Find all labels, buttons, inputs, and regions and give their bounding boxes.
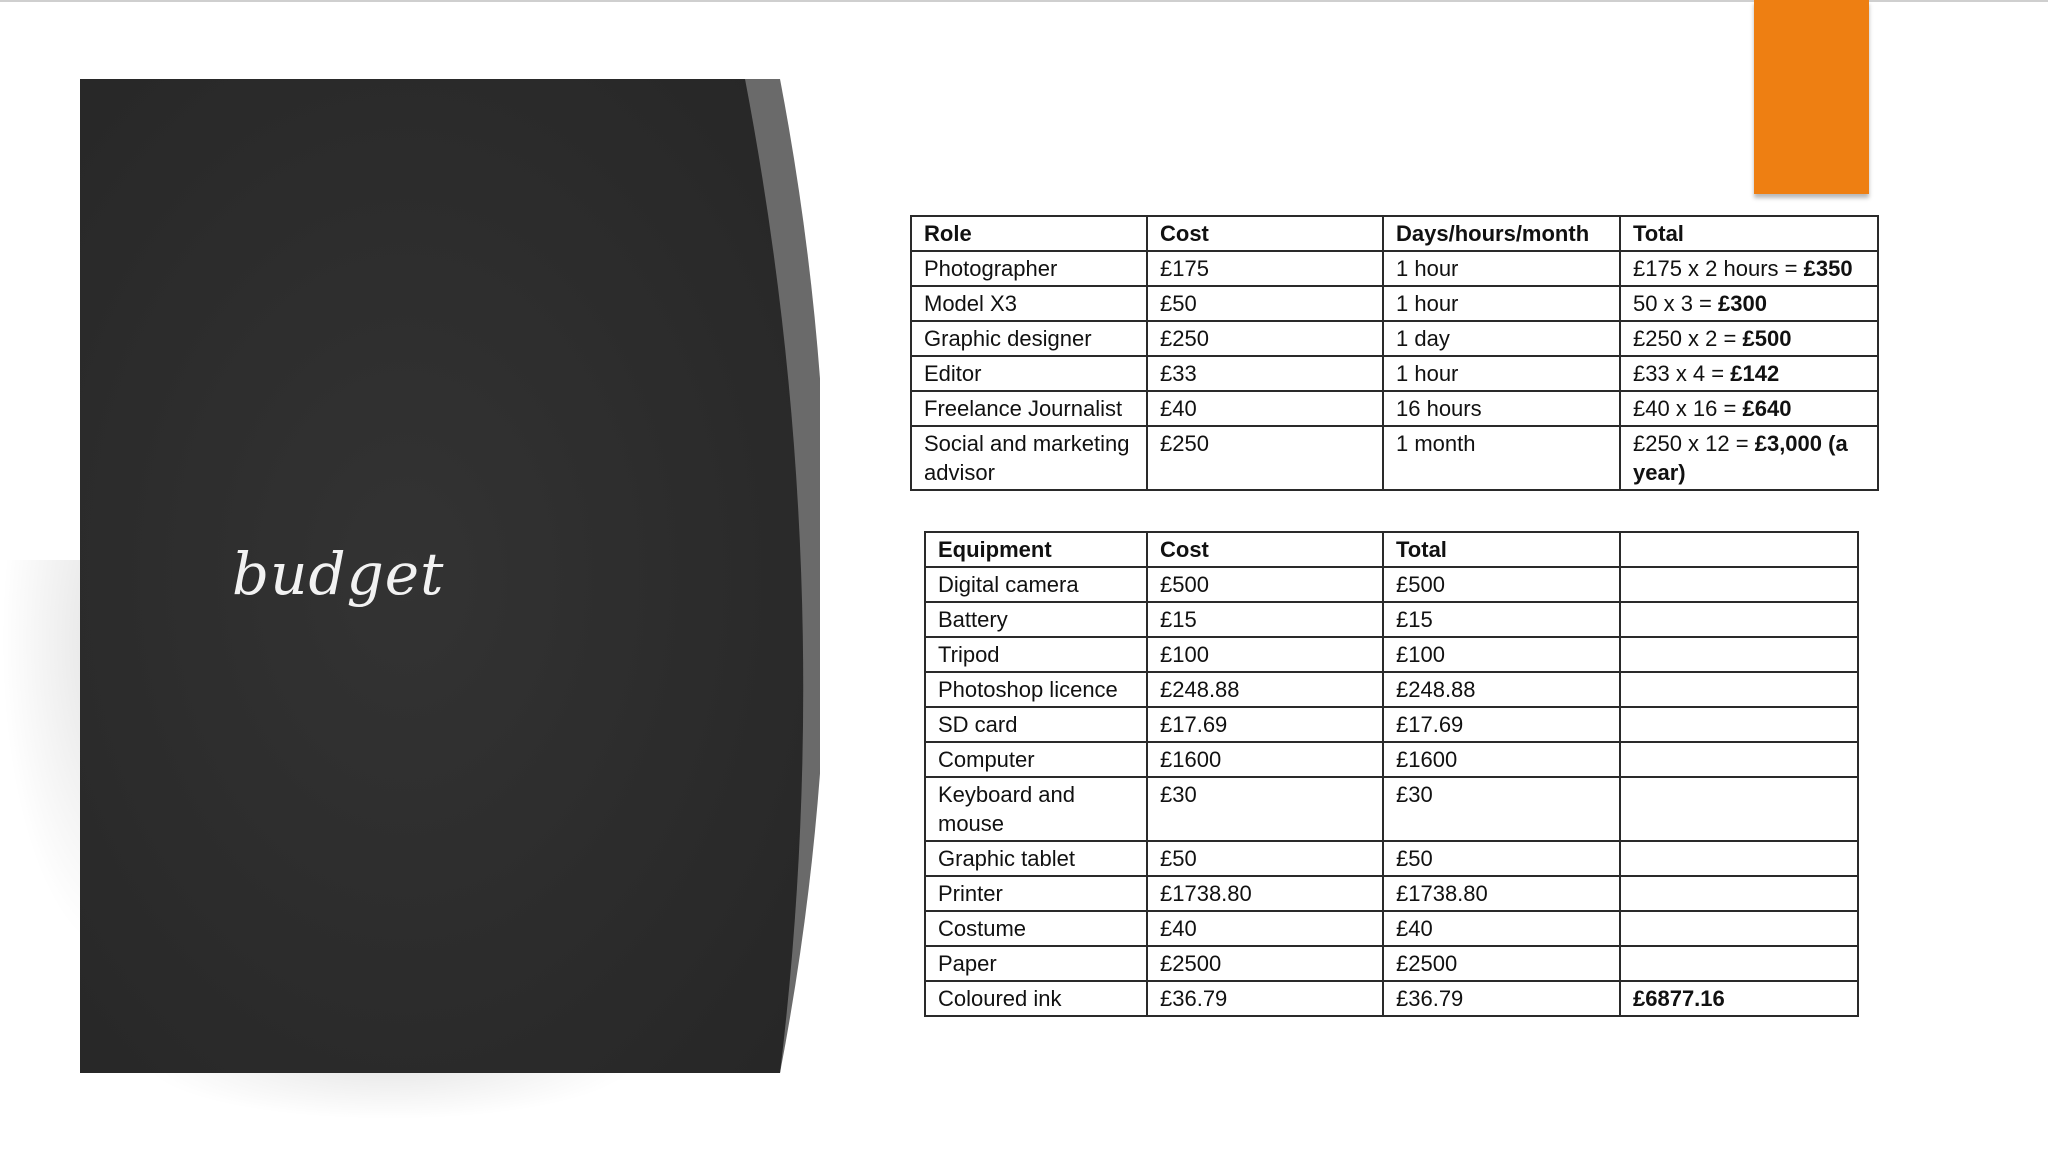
header-cell (1620, 532, 1858, 567)
total-cell (1620, 356, 1878, 391)
cost-cell: £1600 (1147, 742, 1383, 777)
extra-cell (1620, 602, 1858, 637)
duration-cell: 16 hours (1383, 391, 1620, 426)
total-cell (1620, 321, 1878, 356)
table-row (911, 286, 1878, 321)
header-cell: Cost (1147, 216, 1383, 251)
total-formula: £250 x 12 = (1633, 431, 1755, 456)
cost-cell: £30 (1147, 777, 1383, 841)
table-row (925, 637, 1858, 672)
total-formula: 50 x 3 = (1633, 291, 1719, 316)
header-cell: Days/hours/month (1383, 216, 1620, 251)
table-row (911, 356, 1878, 391)
table-header-row (925, 532, 1858, 567)
item-cell: Computer (925, 742, 1147, 777)
table-row (925, 707, 1858, 742)
table-row (925, 981, 1858, 1016)
cost-cell: £40 (1147, 391, 1383, 426)
table-header-row (911, 216, 1878, 251)
item-cell: SD card (925, 707, 1147, 742)
table-row (925, 777, 1858, 841)
extra-cell (1620, 707, 1858, 742)
duration-cell: 1 hour (1383, 286, 1620, 321)
table-row (925, 946, 1858, 981)
total-formula: £175 x 2 hours = (1633, 256, 1804, 281)
role-cell: Freelance Journalist (911, 391, 1147, 426)
title-panel (80, 79, 820, 1073)
extra-cell (1620, 777, 1858, 841)
total-cell: £30 (1383, 777, 1620, 841)
total-amount: £500 (1742, 326, 1792, 351)
grand-total-cell: £6877.16 (1620, 981, 1858, 1016)
extra-cell (1620, 742, 1858, 777)
extra-cell (1620, 911, 1858, 946)
item-cell: Coloured ink (925, 981, 1147, 1016)
total-cell: £1738.80 (1383, 876, 1620, 911)
total-cell: £2500 (1383, 946, 1620, 981)
total-cell (1620, 426, 1878, 490)
cost-cell: £500 (1147, 567, 1383, 602)
cost-cell: £36.79 (1147, 981, 1383, 1016)
total-cell: £100 (1383, 637, 1620, 672)
role-cell: Graphic designer (911, 321, 1147, 356)
cost-cell: £100 (1147, 637, 1383, 672)
total-cell (1620, 251, 1878, 286)
cost-cell: £50 (1147, 286, 1383, 321)
total-amount: £350 (1803, 256, 1853, 281)
role-cell: Editor (911, 356, 1147, 391)
item-cell: Costume (925, 911, 1147, 946)
header-cell: Total (1383, 532, 1620, 567)
total-cell (1620, 286, 1878, 321)
duration-cell: 1 day (1383, 321, 1620, 356)
slide-title: budget (232, 540, 445, 608)
total-cell: £50 (1383, 841, 1620, 876)
header-cell: Cost (1147, 532, 1383, 567)
total-cell (1620, 391, 1878, 426)
table-row (911, 321, 1878, 356)
extra-cell (1620, 672, 1858, 707)
cost-cell: £250 (1147, 426, 1383, 490)
item-cell: Printer (925, 876, 1147, 911)
cost-cell: £1738.80 (1147, 876, 1383, 911)
cost-cell: £33 (1147, 356, 1383, 391)
item-cell: Digital camera (925, 567, 1147, 602)
duration-cell: 1 hour (1383, 356, 1620, 391)
cost-cell: £175 (1147, 251, 1383, 286)
total-cell: £36.79 (1383, 981, 1620, 1016)
total-cell: £1600 (1383, 742, 1620, 777)
table-row (925, 602, 1858, 637)
roles-budget-table (910, 215, 1879, 491)
total-formula: £40 x 16 = (1633, 396, 1743, 421)
table-row (911, 426, 1878, 490)
cost-cell: £15 (1147, 602, 1383, 637)
total-cell: £248.88 (1383, 672, 1620, 707)
total-cell: £15 (1383, 602, 1620, 637)
table-row (925, 841, 1858, 876)
title-panel-shape (80, 79, 820, 1073)
header-cell: Total (1620, 216, 1878, 251)
item-cell: Keyboard and mouse (925, 777, 1147, 841)
equipment-budget-table (924, 531, 1859, 1017)
table-row (911, 251, 1878, 286)
extra-cell (1620, 567, 1858, 602)
total-cell: £500 (1383, 567, 1620, 602)
total-formula: £33 x 4 = (1633, 361, 1731, 386)
extra-cell (1620, 841, 1858, 876)
table-row (925, 876, 1858, 911)
cost-cell: £50 (1147, 841, 1383, 876)
total-amount: £3,000 (a year) (1633, 431, 1848, 485)
extra-cell (1620, 946, 1858, 981)
top-border-line (0, 0, 2048, 2)
table-row (925, 672, 1858, 707)
cost-cell: £2500 (1147, 946, 1383, 981)
table-row (925, 742, 1858, 777)
item-cell: Battery (925, 602, 1147, 637)
role-cell: Model X3 (911, 286, 1147, 321)
duration-cell: 1 month (1383, 426, 1620, 490)
cost-cell: £40 (1147, 911, 1383, 946)
total-amount: £300 (1718, 291, 1767, 316)
cost-cell: £248.88 (1147, 672, 1383, 707)
cost-cell: £250 (1147, 321, 1383, 356)
role-cell: Photographer (911, 251, 1147, 286)
header-cell: Role (911, 216, 1147, 251)
table-row (925, 911, 1858, 946)
item-cell: Graphic tablet (925, 841, 1147, 876)
duration-cell: 1 hour (1383, 251, 1620, 286)
total-amount: £640 (1742, 396, 1792, 421)
extra-cell (1620, 876, 1858, 911)
total-cell: £40 (1383, 911, 1620, 946)
cost-cell: £17.69 (1147, 707, 1383, 742)
role-cell: Social and marketing advisor (911, 426, 1147, 490)
item-cell: Paper (925, 946, 1147, 981)
extra-cell (1620, 637, 1858, 672)
accent-tab (1754, 0, 1869, 194)
table-row (911, 391, 1878, 426)
total-amount: £142 (1730, 361, 1780, 386)
table-row (925, 567, 1858, 602)
item-cell: Tripod (925, 637, 1147, 672)
header-cell: Equipment (925, 532, 1147, 567)
total-formula: £250 x 2 = (1633, 326, 1743, 351)
item-cell: Photoshop licence (925, 672, 1147, 707)
total-cell: £17.69 (1383, 707, 1620, 742)
